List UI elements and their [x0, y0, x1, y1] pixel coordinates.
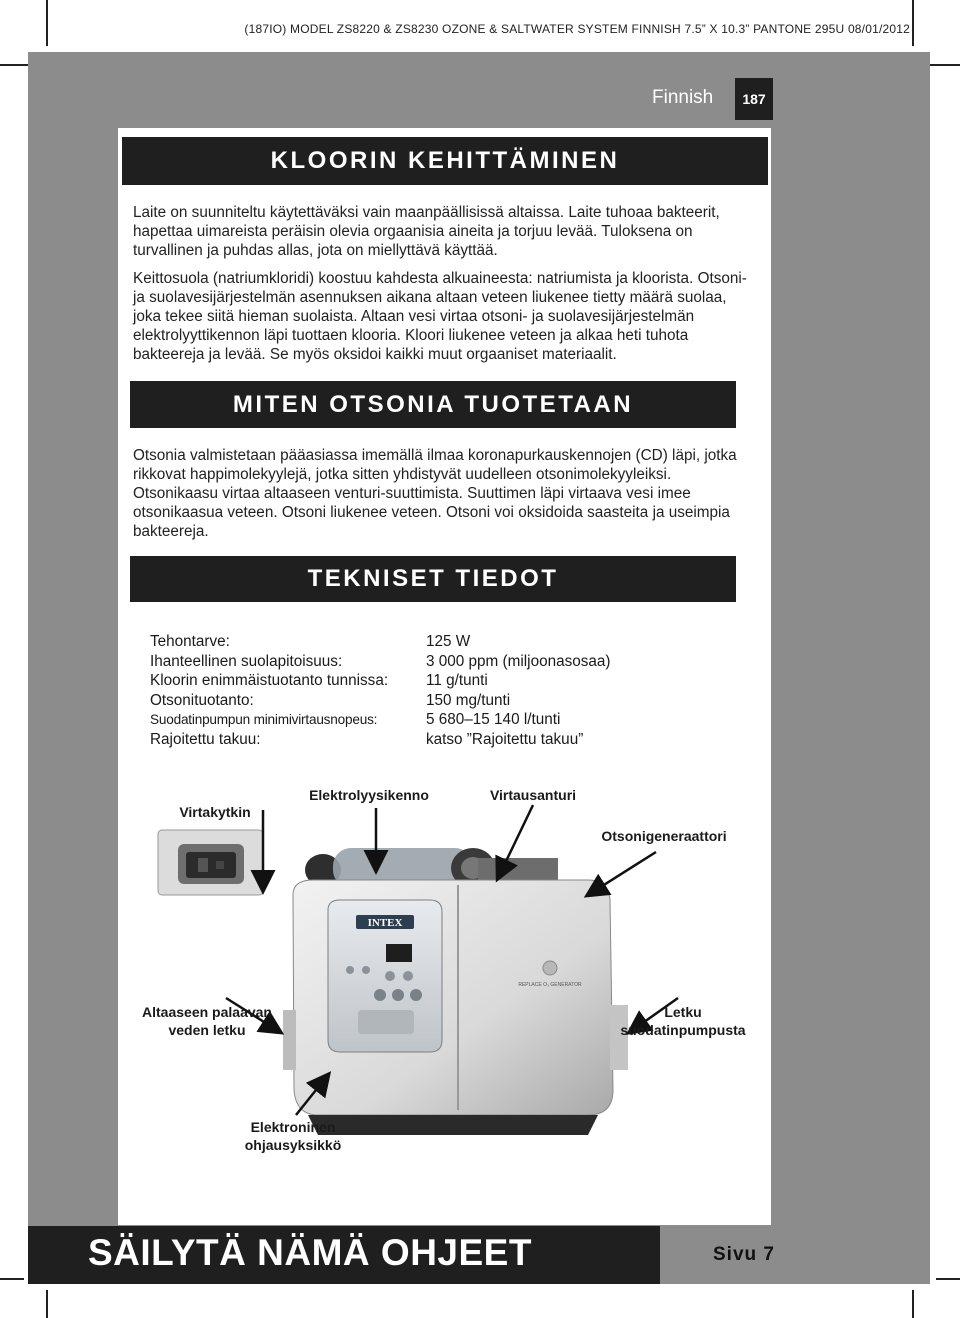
section-chlorine-body — [133, 203, 753, 364]
footer-page-label: Sivu 7 — [713, 1244, 775, 1265]
spec-value: 125 W — [426, 633, 471, 650]
spec-table — [150, 632, 611, 749]
spec-row — [150, 710, 611, 730]
power-switch-inset — [158, 830, 263, 895]
spec-value: 150 mg/tunti — [426, 691, 511, 709]
spec-value: katso ”Rajoitettu takuu” — [426, 730, 584, 748]
control-panel — [328, 900, 442, 1052]
spec-value: 11 g/tunti — [426, 672, 488, 689]
crop-mark — [0, 1278, 24, 1280]
footer-title: SÄILYTÄ NÄMÄ OHJEET — [88, 1232, 532, 1273]
replace-generator-label: REPLACE O₃ GENERATOR — [518, 982, 582, 988]
spec-row — [150, 730, 611, 750]
spec-row — [150, 691, 611, 711]
section-ozone-body — [133, 446, 745, 541]
spec-value: 3 000 ppm (miljoonasosaa) — [426, 652, 611, 670]
section-title-specs — [130, 556, 736, 602]
spec-row — [150, 671, 611, 691]
spec-label: Rajoitettu takuu: — [150, 730, 261, 748]
spec-row — [150, 632, 611, 652]
paragraph: Laite on suunniteltu käytettäväksi vain maanpäällisissä altaissa. Laite tuhoaa bakteerit, hapettaa uimareista peräisin olevia orgaanisia aineita ja torjuu levää. Tuloksena on turvallinen ja puhdas allas, jota on miellyttävä käyttää. — [133, 204, 720, 259]
language-label: Finnish — [652, 87, 714, 108]
callout-return-hose: Altaaseen palaavan veden letku — [142, 1004, 272, 1038]
page-number: 187 — [735, 78, 773, 120]
spec-label: Kloorin enimmäistuotanto tunnissa: — [150, 672, 389, 689]
callout-control-unit: Elektroninen ohjausyksikkö — [244, 1119, 342, 1153]
footer-page-box — [660, 1226, 828, 1284]
section-title-chlorine — [122, 137, 768, 185]
device-logo: INTEX — [367, 917, 403, 929]
crop-mark — [936, 1278, 960, 1280]
spec-label: Otsonituotanto: — [150, 691, 254, 709]
section-title-text: MITEN OTSONIA TUOTETAAN — [232, 390, 634, 418]
spec-label: Suodatinpumpun minimivirtausnopeus: — [150, 712, 378, 727]
paragraph: Keittosuola (natriumkloridi) koostuu kahdesta alkuaineesta: natriumista ja kloorista. Otsoni- ja suolavesijärjestelmän asennuksen aikana altaan veteen liukenee tietty määrä suolaa, joka tekee siitä hieman suolaista. Altaan vesi virtaa otsoni- ja suolavesijärjestelmän elektrolyyttikennon läpi tuottaen klooria. Kloori liukenee veteen ja alkaa heti tuhota bakteereja ja levää. Se myös oksidoi kaikki muut orgaaniset materiaalit. — [133, 270, 747, 363]
spec-row — [150, 652, 611, 672]
callout-power-switch: Virtakytkin — [179, 804, 251, 820]
footer-bar — [28, 1226, 660, 1284]
crop-mark — [912, 1290, 914, 1318]
spec-value: 5 680–15 140 l/tunti — [426, 711, 561, 728]
callout-ozone-generator: Otsonigeneraattori — [601, 828, 727, 844]
callout-pump-hose: Letku suodatinpumpusta — [620, 1004, 746, 1038]
section-title-ozone — [130, 381, 736, 428]
paragraph: Otsonia valmistetaan pääasiassa imemällä ilmaa koronapurkauskennojen (CD) läpi, jotka rikkovat happimolekyylejä, jotka sitten yhdistyvät uudelleen otsonimolekyyleiksi. Otsonikaasu virtaa altaaseen venturi-suuttimista. Suuttimen läpi virtaava vesi imee otsonikaasua veteen. Otsoni liukenee veteen. Otsoni voi oksidoida saasteita ja useimpia bakteereja. — [133, 447, 737, 540]
section-title-text: KLOORIN KEHITTÄMINEN — [270, 147, 620, 174]
callout-flow-sensor: Virtausanturi — [489, 787, 577, 803]
crop-mark — [46, 1290, 48, 1318]
spec-label: Tehontarve: — [150, 633, 230, 650]
section-title-text: TEKNISET TIEDOT — [307, 565, 559, 592]
crop-mark — [46, 0, 48, 46]
spec-label: Ihanteellinen suolapitoisuus: — [150, 652, 343, 670]
page-frame-right-band — [828, 52, 930, 1284]
crop-mark — [912, 0, 914, 46]
print-header: (187IO) MODEL ZS8220 & ZS8230 OZONE & SALTWATER SYSTEM FINNISH 7.5” X 10.3” PANTONE 295U 08/01/2012 — [244, 22, 910, 36]
callout-electrolytic-cell: Elektrolyysikenno — [309, 787, 429, 803]
